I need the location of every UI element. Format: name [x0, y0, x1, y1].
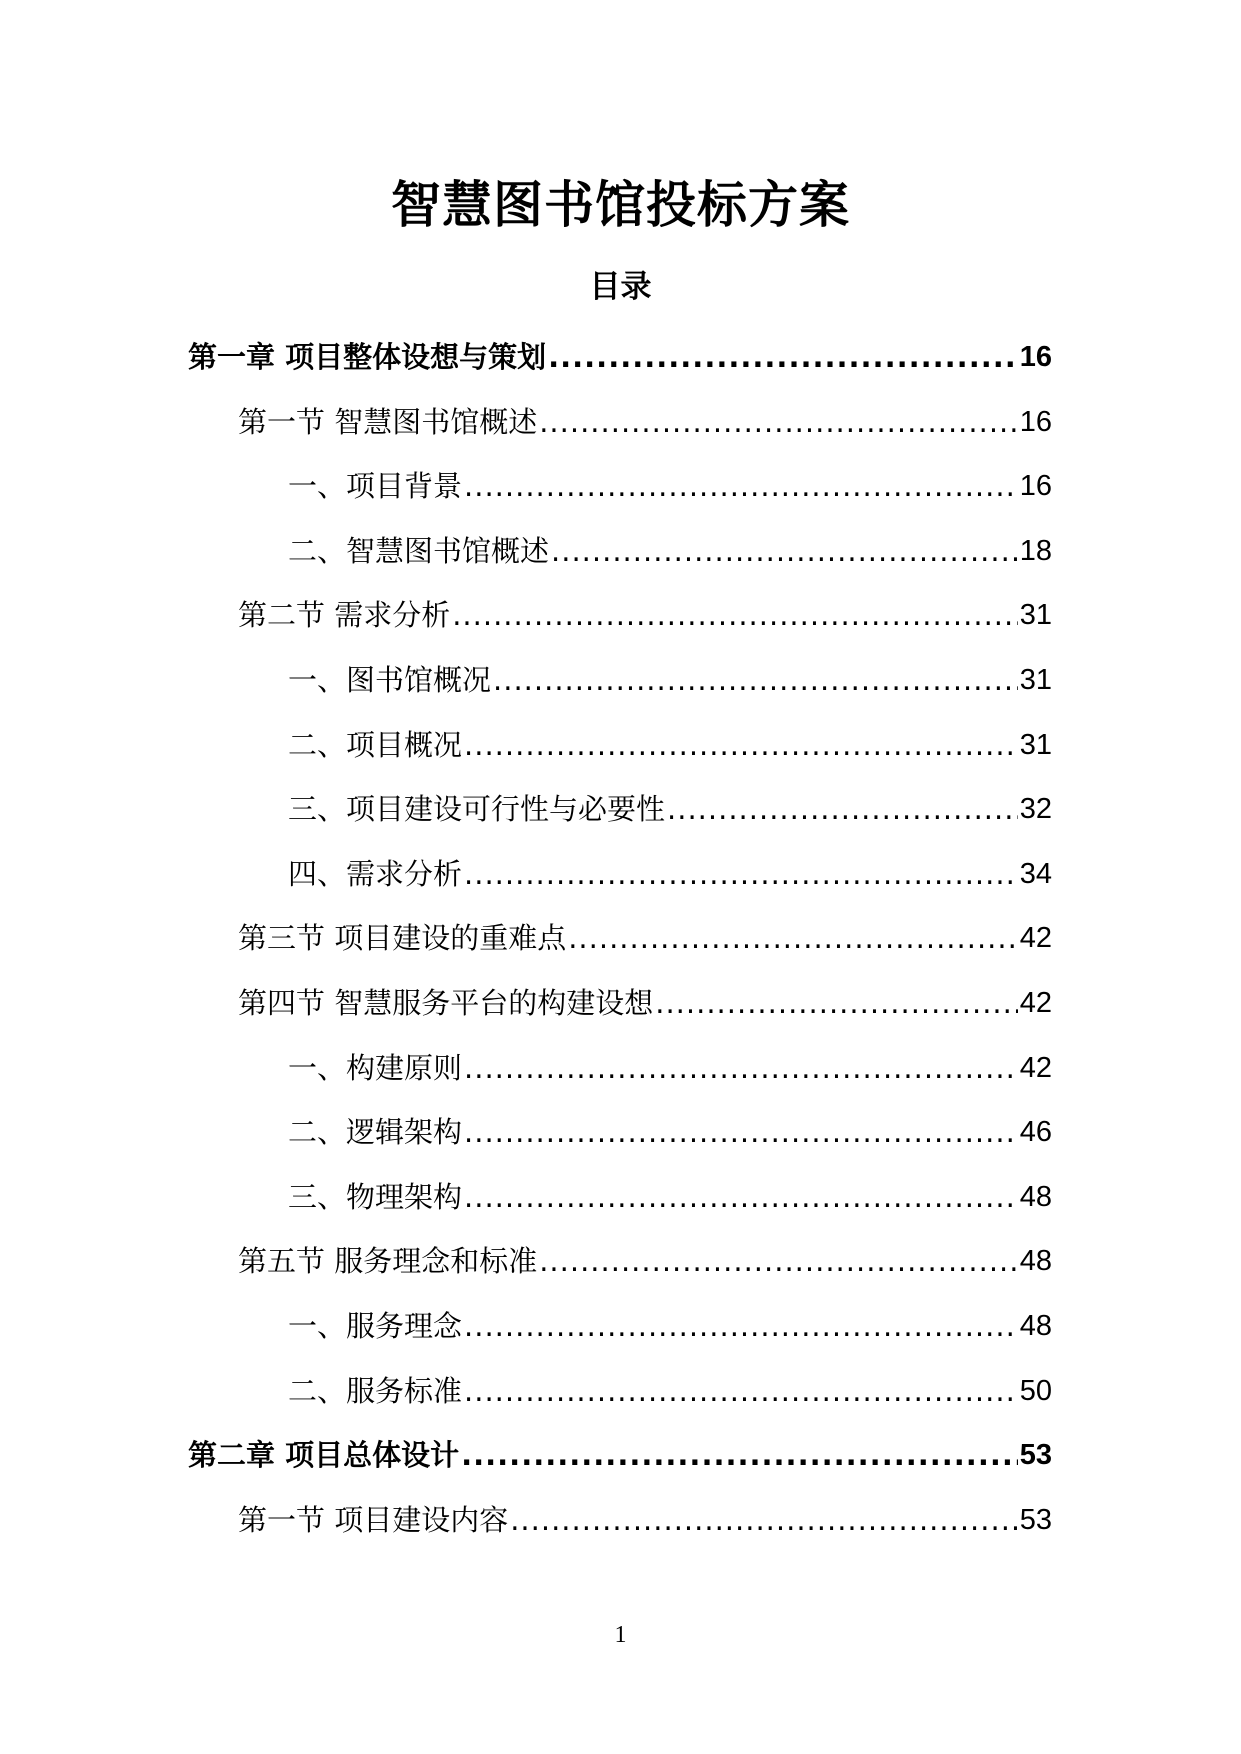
toc-dot-leader	[464, 1177, 1018, 1217]
toc-entry[interactable]	[288, 785, 1052, 829]
toc-dot-leader	[461, 1435, 1018, 1475]
toc-entry-label: 第三节 项目建设的重难点	[238, 921, 567, 955]
toc-dot-leader	[655, 983, 1018, 1023]
toc-dot-leader	[464, 466, 1018, 506]
toc-entry-page: 34	[1019, 858, 1052, 890]
toc-entry[interactable]	[238, 1496, 1052, 1540]
toc-entry-label: 第五节 服务理念和标准	[238, 1244, 538, 1278]
toc-entry-page: 53	[1019, 1504, 1052, 1536]
document-title: 智慧图书馆投标方案	[391, 176, 850, 234]
toc-entry[interactable]	[288, 1044, 1052, 1088]
toc-entry-label: 第一章 项目整体设想与策划	[188, 340, 547, 374]
toc-entry[interactable]	[238, 914, 1052, 958]
toc-dot-leader	[510, 1500, 1018, 1540]
toc-entry-page: 48	[1019, 1181, 1052, 1213]
toc-entry-page: 53	[1019, 1439, 1052, 1471]
toc-dot-leader	[464, 1112, 1018, 1152]
toc-dot-leader	[464, 725, 1018, 765]
toc-dot-leader	[539, 402, 1018, 442]
toc-entry[interactable]	[238, 979, 1052, 1023]
toc-entry-page: 48	[1019, 1310, 1052, 1342]
toc-dot-leader	[464, 1306, 1018, 1346]
toc-entry[interactable]	[288, 850, 1052, 894]
toc-entry-page: 16	[1019, 406, 1052, 438]
toc-entry-label: 二、逻辑架构	[288, 1115, 463, 1149]
toc-entry-page: 16	[1019, 470, 1052, 502]
toc-entry[interactable]	[288, 656, 1052, 700]
toc-entry-label: 二、项目概况	[288, 728, 463, 762]
page-number: 1	[614, 1622, 627, 1648]
toc-entry[interactable]	[288, 1302, 1052, 1346]
toc-entry-label: 第二章 项目总体设计	[188, 1438, 460, 1472]
toc-entry-page: 16	[1019, 341, 1052, 373]
toc-entry-label: 第二节 需求分析	[238, 598, 451, 632]
toc-entry-label: 一、构建原则	[288, 1051, 463, 1085]
toc-entry[interactable]	[238, 1237, 1052, 1281]
toc-entry-page: 31	[1019, 599, 1052, 631]
toc-entry-page: 42	[1019, 987, 1052, 1019]
toc-entry-label: 一、图书馆概况	[288, 663, 492, 697]
toc-entry-page: 31	[1019, 664, 1052, 696]
toc-dot-leader	[452, 595, 1018, 635]
toc-entry[interactable]	[288, 1108, 1052, 1152]
toc-entry-label: 三、物理架构	[288, 1180, 463, 1214]
toc-entry-label: 二、服务标准	[288, 1374, 463, 1408]
toc-entry-label: 一、项目背景	[288, 469, 463, 503]
toc-dot-leader	[551, 531, 1018, 571]
toc-dot-leader	[539, 1241, 1018, 1281]
toc-dot-leader	[464, 1048, 1018, 1088]
toc-entry-label: 第四节 智慧服务平台的构建设想	[238, 986, 654, 1020]
toc-entry-label: 第一节 项目建设内容	[238, 1503, 509, 1537]
toc-entry-label: 一、服务理念	[288, 1309, 463, 1343]
toc-dot-leader	[667, 789, 1018, 829]
toc-entry-label: 第一节 智慧图书馆概述	[238, 405, 538, 439]
toc-heading: 目录	[589, 269, 652, 305]
toc-dot-leader	[493, 660, 1018, 700]
toc-entry-page: 18	[1019, 535, 1052, 567]
toc-entry-label: 二、智慧图书馆概述	[288, 534, 550, 568]
toc-entry-page: 50	[1019, 1375, 1052, 1407]
toc-entry[interactable]	[288, 462, 1052, 506]
toc-dot-leader	[464, 1371, 1018, 1411]
toc-entry-page: 42	[1019, 922, 1052, 954]
toc-entry[interactable]	[288, 527, 1052, 571]
toc-entry[interactable]	[238, 591, 1052, 635]
toc-entry-label: 四、需求分析	[288, 857, 463, 891]
toc-dot-leader	[464, 854, 1018, 894]
toc-entry[interactable]	[288, 1367, 1052, 1411]
toc-entry-page: 31	[1019, 729, 1052, 761]
toc-entry-page: 42	[1019, 1052, 1052, 1084]
toc-entry-label: 三、项目建设可行性与必要性	[288, 792, 666, 826]
toc-entry[interactable]	[238, 398, 1052, 442]
toc-entry-page: 48	[1019, 1245, 1052, 1277]
toc-entry[interactable]	[288, 1173, 1052, 1217]
toc-entry[interactable]	[188, 333, 1052, 377]
toc-entry-page: 32	[1019, 793, 1052, 825]
toc-dot-leader	[568, 918, 1018, 958]
toc-dot-leader	[548, 337, 1018, 377]
toc-entry[interactable]	[188, 1431, 1052, 1475]
toc-entry-page: 46	[1019, 1116, 1052, 1148]
toc-entry[interactable]	[288, 721, 1052, 765]
